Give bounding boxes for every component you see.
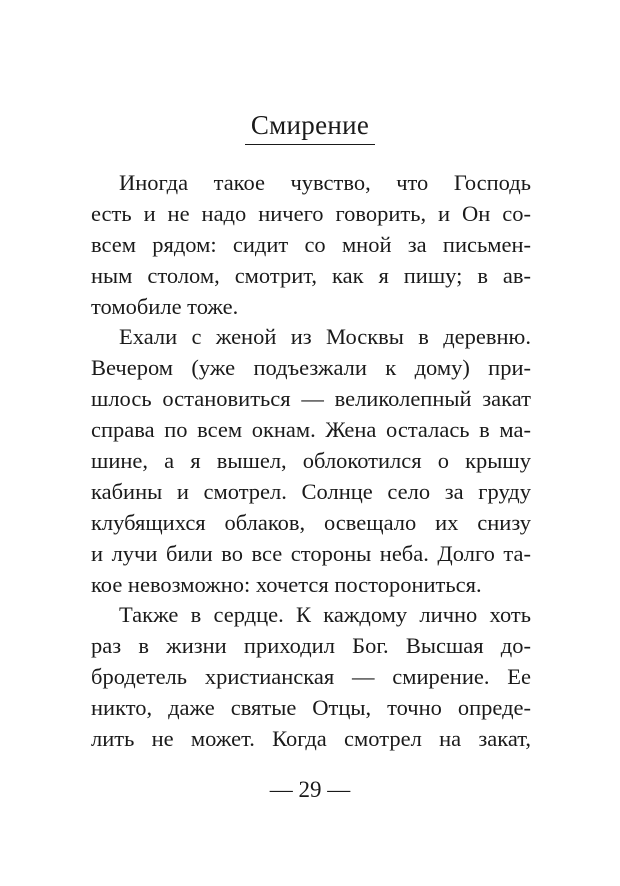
- text-line: Также в сердце. К каждому лично хоть: [119, 602, 531, 628]
- text-line: Ехали с женой из Москвы в деревню.: [119, 324, 531, 350]
- text-line: ным столом, смотрит, как я пишу; в ав-: [91, 262, 531, 288]
- text-line: и лучи били во все стороны неба. Долго та-: [91, 540, 531, 566]
- text-line: всем рядом: сидит со мной за письмен-: [91, 231, 531, 257]
- text-line: кое невозможно: хочется посторониться.: [91, 571, 482, 597]
- text-line: раз в жизни приходил Бог. Высшая до-: [91, 633, 531, 659]
- text-line: томобиле тоже.: [91, 293, 239, 319]
- chapter-title: Смирение: [245, 108, 375, 145]
- text-line: клубящихся облаков, освещало их снизу: [91, 509, 531, 535]
- text-line: шине, а я вышел, облокотился о крышу: [91, 448, 531, 474]
- paragraph: [91, 168, 531, 322]
- paragraph: [91, 322, 531, 600]
- chapter-title-container: [0, 108, 620, 145]
- text-line: есть и не надо ничего говорить, и Он со-: [91, 200, 531, 226]
- text-line: шлось остановиться — великолепный закат: [91, 386, 531, 412]
- text-line: лить не может. Когда смотрел на закат,: [91, 726, 531, 752]
- text-line: бродетель христианская — смирение. Ее: [91, 664, 531, 690]
- body-text: [91, 168, 531, 755]
- page-number: — 29 —: [269, 777, 351, 802]
- text-line: кабины и смотрел. Солнце село за груду: [91, 478, 531, 504]
- text-line: Иногда такое чувство, что Господь: [119, 170, 531, 195]
- text-line: никто, даже святые Отцы, точно опреде-: [91, 695, 531, 721]
- text-line: справа по всем окнам. Жена осталась в ма-: [91, 417, 531, 443]
- text-line: Вечером (уже подъезжали к дому) при-: [91, 355, 531, 381]
- paragraph: [91, 600, 531, 754]
